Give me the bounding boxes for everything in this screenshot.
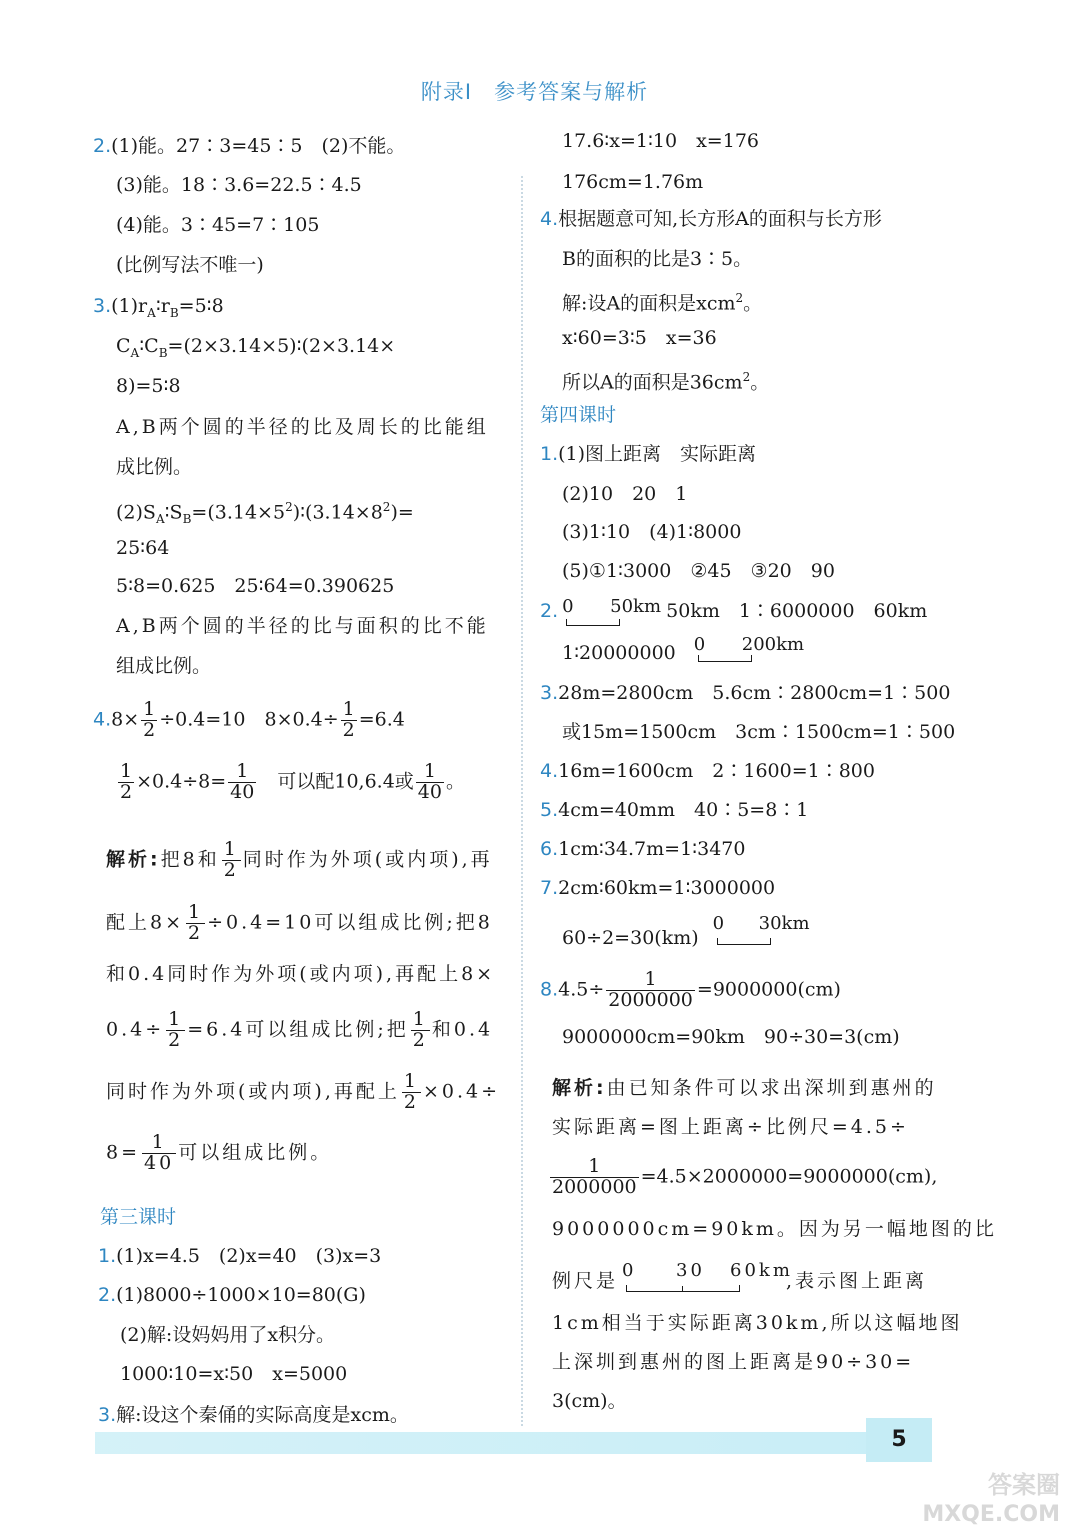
right-analysis-line2: 实际距离=图上距离÷比例尺=4.5÷: [552, 1116, 909, 1138]
answer-text: )∶(3.14×8: [292, 501, 383, 524]
right-analysis-line3: [548, 1157, 937, 1198]
lesson4-q7-line1: [540, 875, 775, 901]
answer-text: 可以配10,6.4或: [258, 770, 414, 793]
answer-text: 所以A的面积是36cm: [562, 371, 743, 394]
analysis-text: ×0.4÷: [422, 1080, 501, 1103]
fraction-numerator: 1: [403, 1070, 419, 1092]
lesson4-q1-line1: [540, 441, 756, 467]
subscript: A: [130, 345, 140, 360]
question-number: 3.: [93, 295, 112, 317]
analysis-text: 由已知条件可以求出深圳到惠州的: [606, 1077, 937, 1099]
fraction-denominator: 2: [168, 1028, 184, 1051]
left-analysis-line3: 和0.4同时作为外项(或内项),再配上8×: [106, 963, 496, 985]
answer-text: )=: [390, 501, 414, 524]
left-q2-line3: (4)能。3∶45=7∶105: [116, 214, 320, 236]
left-q3-line8: 5∶8=0.625 25∶64=0.390625: [116, 575, 395, 597]
fraction: [186, 903, 205, 944]
answer-text: 4cm=40mm 40∶5=8∶1: [558, 799, 809, 821]
scale-label: 0: [693, 634, 706, 655]
fraction-numerator: 1: [644, 968, 657, 990]
answer-text: 60÷2=30(km): [562, 927, 699, 949]
analysis-text: =4.5×2000000=9000000(cm),: [640, 1165, 938, 1188]
lesson3-q3-line1: [98, 1402, 409, 1428]
question-number: 3.: [98, 1404, 117, 1426]
lesson4-q8-line2: 9000000cm=90km 90÷30=3(cm): [562, 1026, 900, 1048]
fraction-numerator: 1: [412, 1008, 428, 1030]
fraction-numerator: 1: [236, 760, 249, 782]
answer-text: ÷0.4=10 8×0.4÷: [159, 708, 339, 731]
fraction: [166, 1010, 185, 1051]
left-analysis-line4: [106, 1010, 493, 1051]
scale-label: 30: [676, 1260, 705, 1281]
left-q3-line5: 成比例。: [116, 456, 193, 478]
subscript: B: [169, 305, 179, 320]
page-header-title: 附录Ⅰ 参考答案与解析: [420, 80, 649, 104]
analysis-text: 0.4÷: [106, 1018, 165, 1041]
analysis-text: 同时作为外项(或内项),再: [242, 848, 493, 871]
subscript: B: [158, 345, 168, 360]
question-number: 3.: [540, 682, 559, 704]
scale-bar-50km: [562, 598, 662, 628]
answer-text: (1)图上距离 实际距离: [558, 443, 757, 465]
question-number: 2.: [540, 600, 559, 622]
fraction-denominator: 40: [144, 1151, 175, 1174]
fraction-denominator: 2: [403, 1090, 419, 1113]
right-analysis-line7: 上深圳到惠州的图上距离是90÷30=: [552, 1351, 915, 1373]
answer-text: 28m=2800cm 5.6cm∶2800cm=1∶500: [558, 682, 951, 704]
left-q4-line1: [93, 700, 405, 741]
fraction-denominator: 2: [188, 921, 204, 944]
fraction-denominator: 2000000: [552, 1175, 637, 1198]
scale-label: 200km: [741, 634, 805, 655]
scale-bar-30-60km: [622, 1260, 793, 1298]
left-analysis-line5: [106, 1072, 500, 1113]
left-analysis-line6: [106, 1133, 332, 1174]
fraction-denominator: 2: [342, 718, 355, 741]
answer-text: =(3.14×5: [191, 501, 286, 524]
fraction-denominator: 2: [412, 1028, 428, 1051]
scale-bar-200km: [693, 634, 814, 670]
scale-label: 0: [712, 913, 725, 934]
lesson4-q6: [540, 836, 745, 862]
fraction-numerator: 1: [120, 760, 133, 782]
superscript: 2: [285, 500, 293, 514]
answer-text: (2)S: [116, 501, 156, 524]
left-q2-line2: (3)能。18∶3.6=22.5∶4.5: [116, 174, 362, 196]
analysis-label: 解析:: [106, 848, 161, 871]
subscript: A: [155, 512, 165, 527]
scale-bar-line: [566, 619, 620, 626]
left-q2-line4: (比例写法不唯一): [116, 254, 264, 276]
answer-text: 50km 1∶6000000 60km: [666, 600, 928, 622]
answer-text: ∶S: [164, 501, 183, 524]
right-analysis-line1: [552, 1075, 937, 1101]
analysis-text: ÷0.4=10可以组成比例;把8: [207, 911, 493, 934]
right-q4-line4: x∶60=3∶5 x=36: [562, 327, 717, 349]
answer-text: (1)8000÷1000×10=80(G): [116, 1284, 366, 1306]
watermark-url: MXQE.COM: [922, 1502, 1060, 1527]
answer-text: C: [116, 335, 131, 357]
lesson4-q2-line2: [562, 634, 818, 670]
right-q4-line5: [562, 364, 769, 395]
right-q4-line2: B的面积的比是3∶5。: [562, 248, 753, 270]
fraction-numerator: 1: [223, 838, 239, 860]
right-q4-line3: [562, 285, 762, 316]
watermark-logo: [880, 1470, 1060, 1530]
fraction: [416, 762, 444, 803]
answer-text: 根据题意可知,长方形A的面积与长方形: [558, 208, 882, 230]
right-analysis-line4: 9000000cm=90km。因为另一幅地图的比: [552, 1218, 997, 1240]
fraction-denominator: 40: [417, 780, 442, 803]
left-q3-line1: [93, 293, 224, 326]
lesson4-q7-line2: [562, 913, 827, 955]
analysis-text: 配上8×: [106, 911, 185, 934]
right-analysis-line5: [552, 1260, 928, 1298]
answer-text: (1)r: [111, 295, 148, 317]
answer-text: =6.4: [358, 708, 405, 731]
analysis-text: 同时作为外项(或内项),再配上: [106, 1080, 400, 1103]
question-number: 4.: [540, 208, 559, 230]
analysis-label: 解析:: [552, 1077, 607, 1099]
subscript: A: [147, 305, 156, 320]
lesson4-q4: [540, 758, 875, 784]
question-number: 7.: [540, 877, 559, 899]
right-line-r1: 17.6∶x=1∶10 x=176: [562, 130, 759, 152]
fraction-numerator: 1: [143, 698, 156, 720]
answer-text: 1∶20000000: [562, 642, 676, 664]
answer-text: 16m=1600cm 2∶1600=1∶800: [558, 760, 875, 782]
answer-text: 解:设A的面积是xcm: [562, 292, 736, 315]
fraction-numerator: 1: [151, 1131, 167, 1153]
scale-bar-30km: [712, 913, 823, 955]
question-number: 1.: [540, 443, 559, 465]
left-q3-line2: [116, 333, 395, 366]
lesson4-q3-line1: [540, 680, 950, 706]
answer-text: ∶r: [155, 295, 170, 317]
right-line-r2: 176cm=1.76m: [562, 171, 704, 193]
fraction-numerator: 1: [588, 1155, 601, 1177]
fraction: [141, 700, 157, 741]
left-analysis-line2: [106, 903, 493, 944]
fraction-denominator: 2: [223, 858, 239, 881]
fraction-numerator: 1: [188, 901, 204, 923]
fraction: [550, 1157, 639, 1198]
lesson3-q2-line3: 1000∶10=x∶50 x=5000: [120, 1363, 348, 1385]
right-analysis-line8: 3(cm)。: [552, 1390, 627, 1412]
analysis-text: 8=: [106, 1141, 141, 1164]
section-title-lesson4: 第四课时: [540, 404, 617, 426]
section-title-lesson3: 第三课时: [100, 1206, 177, 1228]
answer-text: (1)能。27∶3=45∶5 (2)不能。: [111, 135, 406, 157]
fraction: [118, 762, 134, 803]
right-analysis-line6: 1cm相当于实际距离30km,所以这幅地图: [552, 1312, 963, 1334]
fraction-denominator: 40: [230, 780, 255, 803]
question-number: 2.: [93, 135, 112, 157]
answer-text: 。: [743, 292, 763, 315]
answer-text: 解:设这个秦俑的实际高度是xcm。: [116, 1404, 409, 1426]
left-q3-line9: A,B两个圆的半径的比与面积的比不能: [116, 615, 489, 637]
answer-text: =9000000(cm): [696, 978, 841, 1001]
question-number: 2.: [98, 1284, 117, 1306]
fraction: [411, 1010, 430, 1051]
left-q2-line1: [93, 133, 405, 159]
scale-label: 0: [562, 596, 574, 617]
answer-text: 2cm∶60km=1∶3000000: [558, 877, 776, 899]
fraction-numerator: 1: [423, 760, 436, 782]
fraction-denominator: 2000000: [608, 988, 693, 1011]
left-analysis-line1: [106, 840, 493, 881]
fraction: [222, 840, 241, 881]
answer-text: 8×: [111, 708, 140, 731]
watermark-text: 答案圈: [988, 1471, 1060, 1499]
scale-label: 50km: [610, 596, 662, 617]
left-q3-line6: [116, 494, 414, 532]
question-number: 8.: [540, 978, 559, 1001]
page-number: 5: [866, 1418, 932, 1462]
scale-bar-tick: [682, 1286, 683, 1292]
answer-text: =(2×3.14×5)∶(2×3.14×: [167, 335, 396, 357]
lesson4-q1-line4: (5)①1∶3000 ②45 ③20 90: [562, 560, 835, 582]
question-number: 6.: [540, 838, 559, 860]
question-number: 1.: [98, 1245, 117, 1267]
lesson4-q3-line2: 或15m=1500cm 3cm∶1500cm=1∶500: [562, 721, 956, 743]
scale-bar-line: [626, 1285, 740, 1292]
superscript: 2: [382, 500, 391, 514]
lesson4-q2-line1: [540, 598, 927, 628]
scale-label: 0: [622, 1260, 637, 1281]
left-q3-line10: 组成比例。: [116, 655, 212, 677]
analysis-text: 把8和: [160, 848, 220, 871]
lesson4-q5: [540, 797, 808, 823]
fraction: [142, 1133, 176, 1174]
lesson4-q1-line3: (3)1∶10 (4)1∶8000: [562, 521, 742, 543]
column-divider: [521, 176, 523, 1426]
answer-text: 。: [445, 770, 465, 793]
superscript: 2: [742, 370, 751, 384]
lesson4-q8-line1: [540, 970, 841, 1011]
lesson3-q1: [98, 1243, 381, 1269]
left-q4-line2: [116, 762, 465, 803]
fraction-denominator: 2: [120, 780, 133, 803]
fraction-numerator: 1: [168, 1008, 184, 1030]
answer-text: ×0.4÷8=: [136, 770, 227, 793]
fraction: [228, 762, 256, 803]
answer-text: 4.5÷: [558, 978, 605, 1001]
right-q4-line1: [540, 206, 882, 232]
fraction-numerator: 1: [342, 698, 355, 720]
answer-text: (1)x=4.5 (2)x=40 (3)x=3: [116, 1245, 382, 1267]
lesson3-q2-line1: [98, 1282, 366, 1308]
question-number: 4.: [93, 708, 112, 731]
lesson4-q1-line2: (2)10 20 1: [562, 483, 688, 505]
analysis-text: 和0.4: [431, 1018, 494, 1041]
fraction-denominator: 2: [143, 718, 156, 741]
answer-text: 。: [750, 371, 770, 394]
fraction: [341, 700, 357, 741]
scale-label: 60km: [730, 1260, 793, 1281]
fraction: [402, 1072, 421, 1113]
subscript: B: [182, 512, 192, 527]
question-number: 5.: [540, 799, 559, 821]
answer-text: 1cm∶34.7m=1∶3470: [558, 838, 746, 860]
lesson3-q2-line2: (2)解:设妈妈用了x积分。: [120, 1324, 336, 1346]
footer-band: [95, 1432, 885, 1454]
question-number: 4.: [540, 760, 559, 782]
answer-text: =5∶8: [178, 295, 224, 317]
scale-bar-line: [698, 655, 752, 662]
analysis-text: 例尺是: [552, 1270, 619, 1292]
fraction: [606, 970, 695, 1011]
scale-bar-line: [717, 938, 771, 945]
analysis-text: 可以组成比例。: [178, 1141, 333, 1164]
analysis-text: ,表示图上距离: [786, 1270, 928, 1292]
scale-label: 30km: [758, 913, 810, 934]
superscript: 2: [735, 291, 744, 305]
answer-text: ∶C: [139, 335, 159, 357]
left-q3-line4: A,B两个圆的半径的比及周长的比能组: [116, 416, 489, 438]
left-q3-line7: 25∶64: [116, 537, 170, 559]
analysis-text: =6.4可以组成比例;把: [187, 1018, 409, 1041]
left-q3-line3: 8)=5∶8: [116, 375, 181, 397]
